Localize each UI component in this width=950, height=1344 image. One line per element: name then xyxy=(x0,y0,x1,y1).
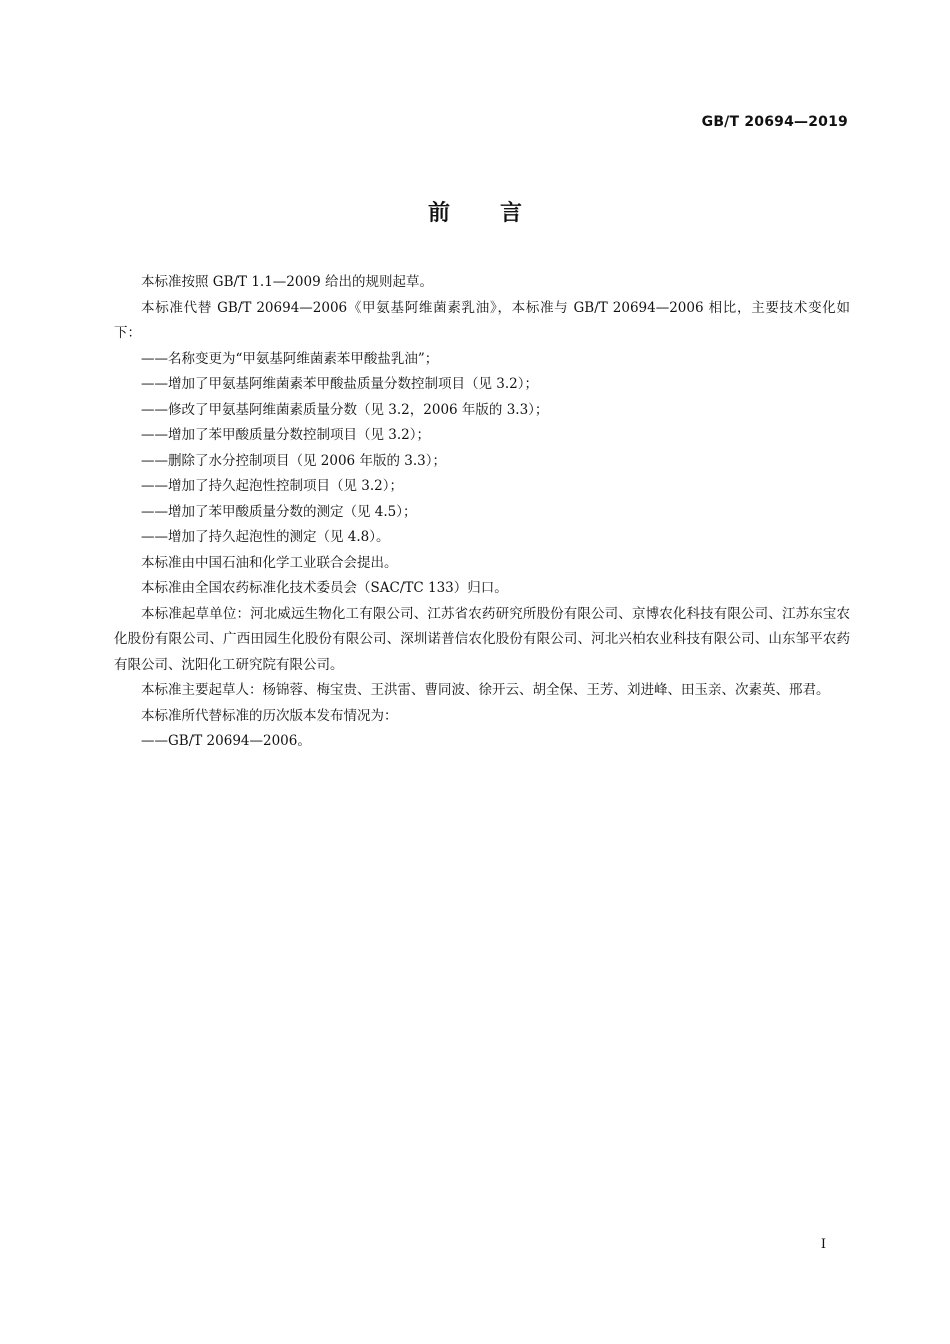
list-item: ——增加了持久起泡性的测定（见 4.8）。 xyxy=(141,529,390,545)
changes-list xyxy=(114,347,850,551)
standard-code: GB/T 20694—2019 xyxy=(701,114,848,130)
drafters-paragraph: 本标准主要起草人：杨锦蓉、梅宝贵、王洪雷、曹同波、徐开云、胡全保、王芳、刘进峰、田玉亲、次素英、邢君。 xyxy=(141,682,830,698)
list-item: ——名称变更为“甲氨基阿维菌素苯甲酸盐乳油”； xyxy=(141,350,439,367)
list-item: ——增加了持久起泡性控制项目（见 3.2）； xyxy=(141,478,404,494)
foreword-body xyxy=(114,270,850,755)
basis-paragraph: 本标准按照 GB/T 1.1—2009 给出的规则起草。 xyxy=(141,274,433,290)
replaces-paragraph: 本标准代替 GB/T 20694—2006《甲氨基阿维菌素乳油》，本标准与 GB/T 20694—2006 相比，主要技术变化如下： xyxy=(114,299,850,341)
history-item: ——GB/T 20694—2006。 xyxy=(141,733,311,749)
history-intro-paragraph: 本标准所代替标准的历次版本发布情况为： xyxy=(141,707,398,724)
list-item: ——删除了水分控制项目（见 2006 年版的 3.3）； xyxy=(141,452,446,469)
proposed-by-paragraph: 本标准由中国石油和化学工业联合会提出。 xyxy=(141,554,398,571)
list-item: ——增加了苯甲酸质量分数的测定（见 4.5）； xyxy=(141,503,417,520)
drafting-units-paragraph: 本标准起草单位：河北威远生物化工有限公司、江苏省农药研究所股份有限公司、京博农化科技有限公司、江苏东宝农化股份有限公司、广西田园生化股份有限公司、深圳诺普信农化股份有限公司、河北兴柏农业科技有限公司、山东邹平农药有限公司、沈阳化工研究院有限公司。 xyxy=(114,605,850,673)
page-number: I xyxy=(820,1237,826,1252)
page-title: 前言 xyxy=(427,201,572,226)
list-item: ——增加了苯甲酸质量分数控制项目（见 3.2）； xyxy=(141,427,431,443)
list-item: ——修改了甲氨基阿维菌素质量分数（见 3.2，2006 年版的 3.3）； xyxy=(141,401,549,418)
list-item: ——增加了甲氨基阿维菌素苯甲酸盐质量分数控制项目（见 3.2）； xyxy=(141,376,539,392)
managed-by-paragraph: 本标准由全国农药标准化技术委员会（SAC/TC 133）归口。 xyxy=(141,580,508,596)
